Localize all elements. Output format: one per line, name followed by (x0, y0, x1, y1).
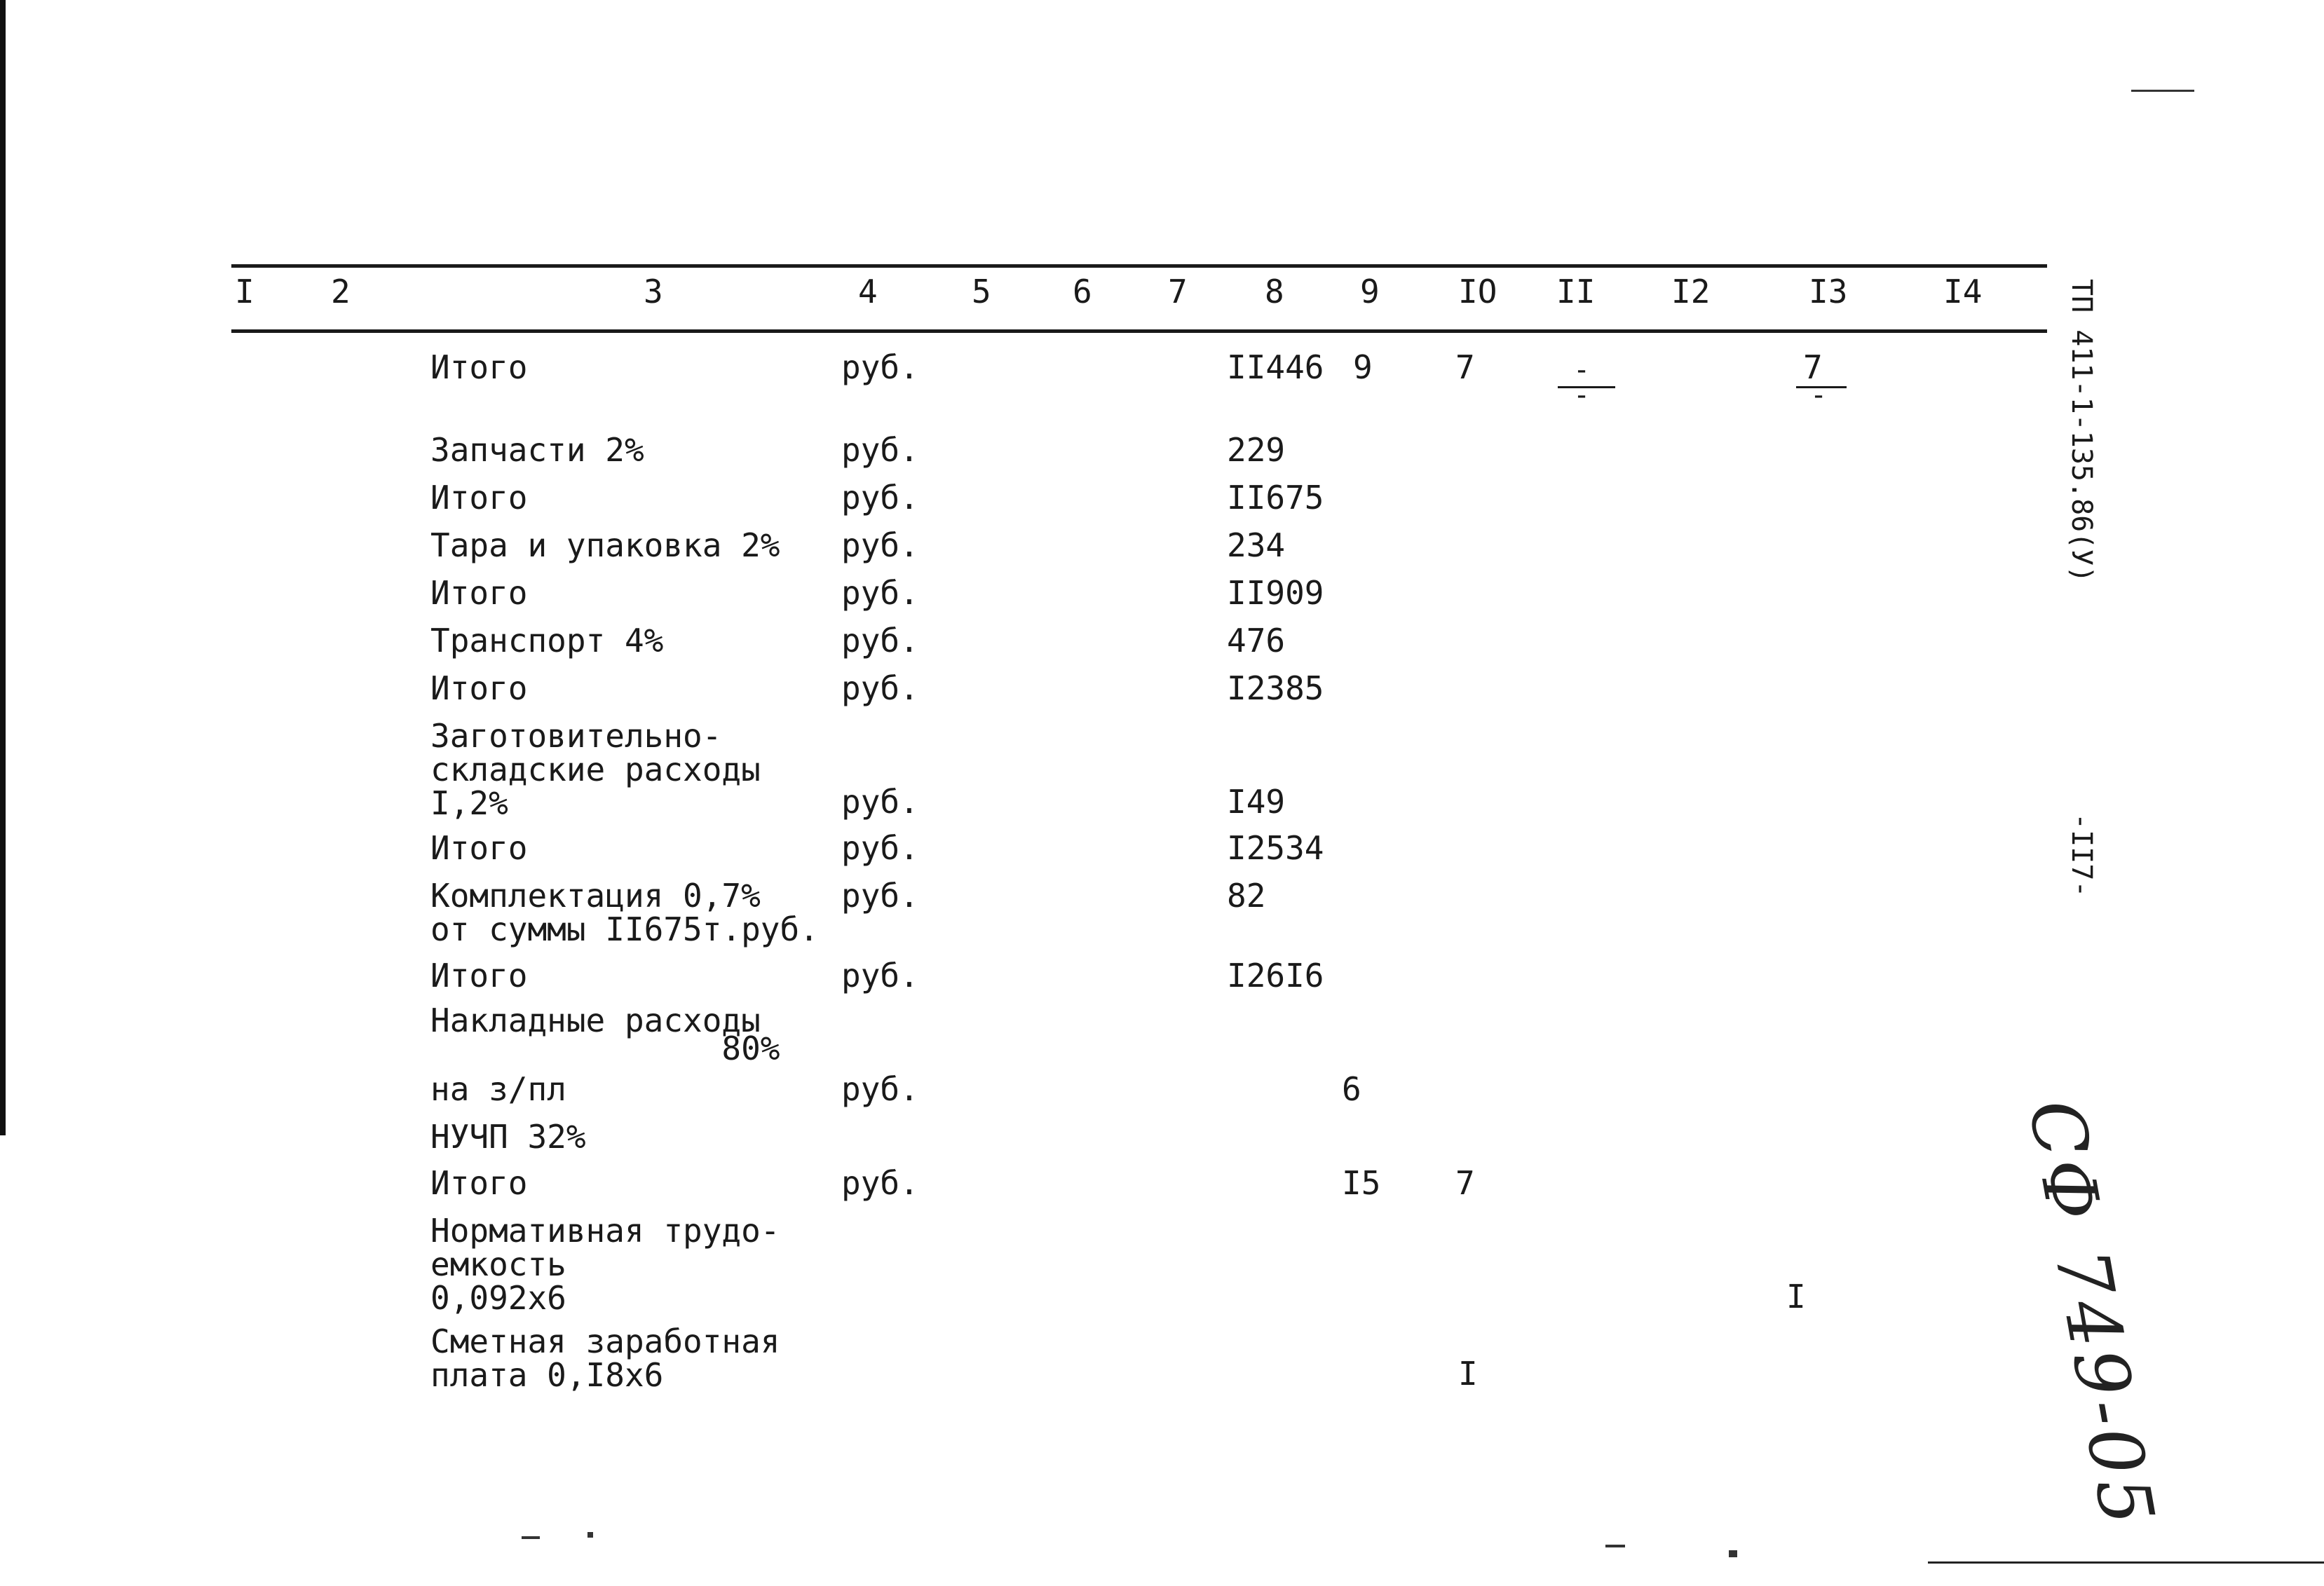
table-header-rule (231, 329, 2047, 333)
row-label: Сметная заработная плата 0,I8х6 (430, 1322, 780, 1394)
scan-speck (587, 1532, 593, 1538)
value-col-8: 234 (1227, 526, 1286, 564)
row-label: Запчасти 2% (430, 431, 644, 469)
table-top-rule (231, 264, 2047, 268)
left-edge-bar (0, 0, 6, 1135)
row-label: Итого (430, 829, 528, 867)
row-unit: руб. (841, 479, 919, 517)
row-label: Нормативная трудо- емкость 0,092х6 (430, 1212, 780, 1317)
scan-speck (2131, 90, 2194, 92)
row-label: Итого (430, 669, 528, 707)
row-unit: руб. (841, 1070, 919, 1108)
row-label: Накладные расходы 80% (430, 1001, 780, 1067)
column-number: 9 (1360, 273, 1380, 310)
row-label: Итого (430, 479, 528, 517)
row-unit: руб. (841, 829, 919, 867)
column-number: 8 (1265, 273, 1284, 310)
column-number: I2 (1671, 273, 1711, 310)
value-col-9: 9 (1353, 348, 1373, 386)
value-col-8: II675 (1227, 479, 1324, 517)
value-col-8: I49 (1227, 783, 1286, 821)
value-col-8: II446 (1227, 348, 1324, 386)
row-unit: руб. (841, 783, 919, 821)
value-col-8: I2534 (1227, 829, 1324, 867)
dash-mark: - (1810, 379, 1828, 411)
row-label: на з/пл (430, 1070, 566, 1108)
column-number: 6 (1073, 273, 1092, 310)
value-col-8: 82 (1227, 877, 1266, 915)
scan-speck (1605, 1545, 1625, 1547)
value-col-9: I5 (1342, 1164, 1381, 1202)
column-number: I4 (1943, 273, 1983, 310)
row-label: Итого (430, 348, 528, 386)
row-label: Комплектация 0,7% от суммы II675т.руб. (430, 877, 819, 948)
row-unit: руб. (841, 957, 919, 994)
row-unit: руб. (841, 877, 919, 915)
column-number: II (1556, 273, 1596, 310)
bottom-edge-line (1928, 1561, 2324, 1564)
row-unit: руб. (841, 431, 919, 469)
value-col-8: I26I6 (1227, 957, 1324, 994)
row-label: Итого (430, 957, 528, 994)
row-label: Тара и упаковка 2% (430, 526, 780, 564)
handwritten-signature: СФ 749-05 (2011, 1093, 2172, 1536)
row-unit: руб. (841, 669, 919, 707)
document-code: ТП 411-1-135.86(У) (2065, 279, 2098, 583)
value-col-8: 229 (1227, 431, 1286, 469)
row-unit: руб. (841, 526, 919, 564)
dash-mark: - (1573, 379, 1591, 411)
value-col-9: 6 (1342, 1070, 1361, 1108)
column-number: IO (1458, 273, 1497, 310)
row-label: НУЧП 32% (430, 1118, 586, 1156)
column-number: 3 (644, 273, 663, 310)
column-number: 5 (972, 273, 991, 310)
row-label: Заготовительно- складские расходы I,2% (430, 717, 761, 822)
scan-speck (522, 1536, 540, 1539)
value-col-13: 7 (1803, 348, 1823, 386)
scan-speck (1729, 1550, 1737, 1557)
value-col-8: 476 (1227, 622, 1286, 659)
row-label: Транспорт 4% (430, 622, 664, 659)
column-number: I (235, 273, 254, 310)
value-col-10: 7 (1455, 348, 1475, 386)
row-unit: руб. (841, 574, 919, 612)
value-col-8: I2385 (1227, 669, 1324, 707)
page-number: -II7- (2065, 813, 2098, 898)
row-label: Итого (430, 1164, 528, 1202)
value-col-10: I (1458, 1355, 1478, 1393)
dash-mark: - (1573, 354, 1591, 386)
value-col-10: 7 (1455, 1164, 1475, 1202)
column-number: 2 (331, 273, 351, 310)
row-unit: руб. (841, 622, 919, 659)
value-col-8: II909 (1227, 574, 1324, 612)
row-unit: руб. (841, 1164, 919, 1202)
value-col-13: I (1786, 1278, 1806, 1315)
column-number: 4 (858, 273, 878, 310)
row-unit: руб. (841, 348, 919, 386)
column-number: I3 (1809, 273, 1848, 310)
column-number: 7 (1168, 273, 1188, 310)
row-label: Итого (430, 574, 528, 612)
